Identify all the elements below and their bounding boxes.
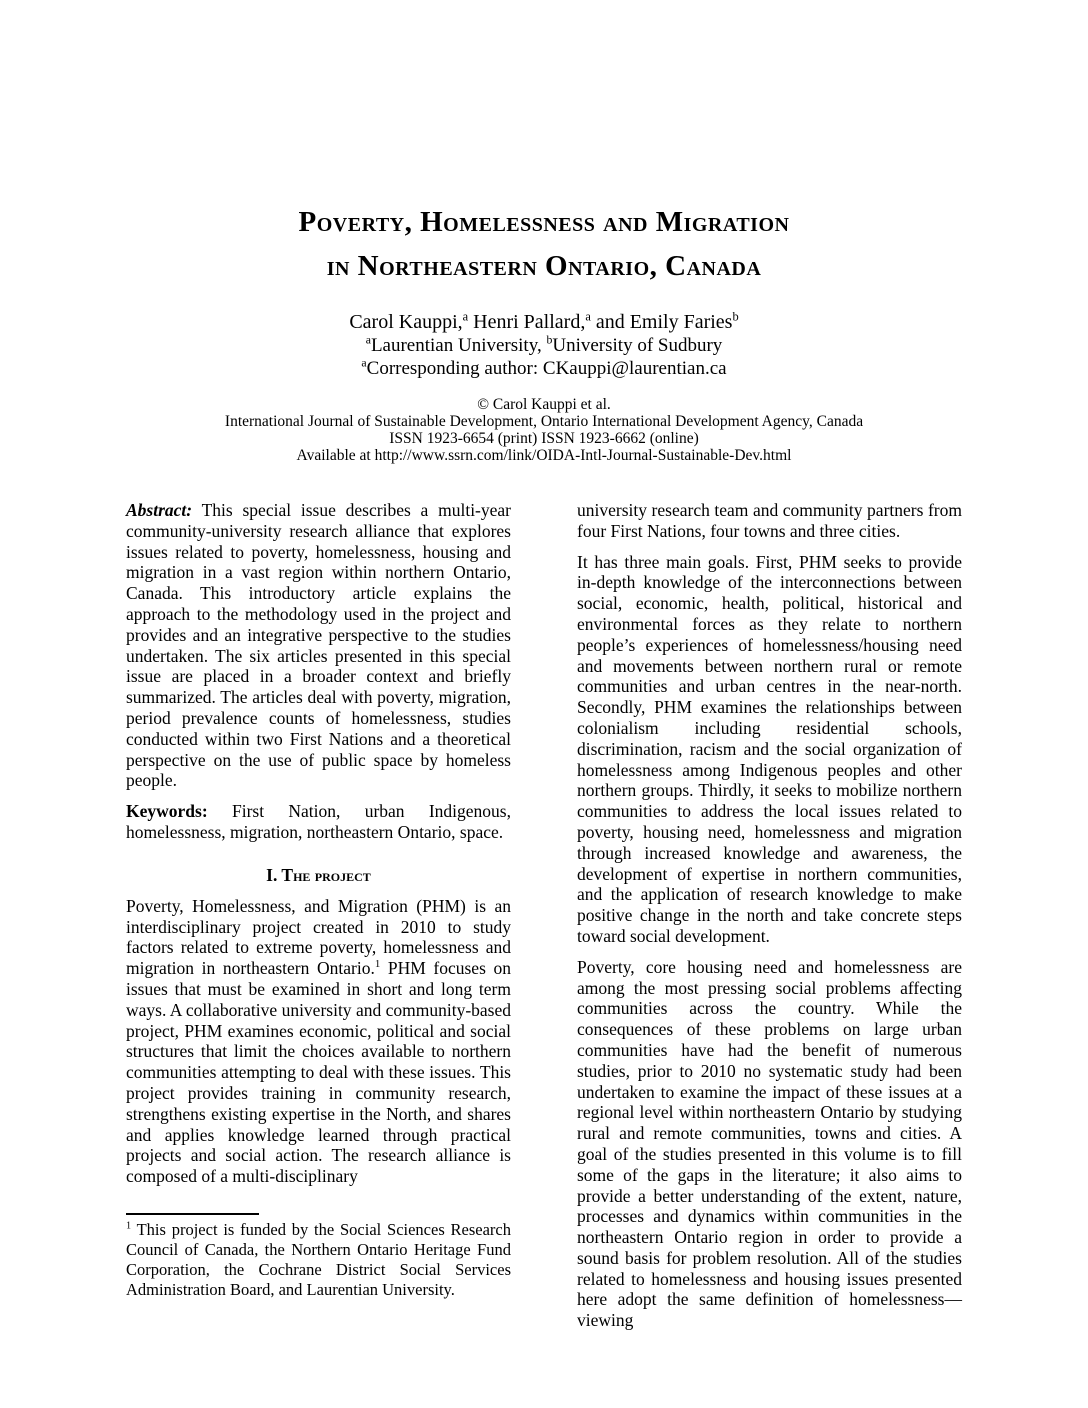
project-paragraph-1-part-b: PHM focuses on issues that must be examined in short and long term ways. A collaborative university and community-based project, PHM examines economic, political and social structures that limit the choices available to northern communities attempting to deal with these issues. This project provides training in community research, strengthens existing expertise in the North, and shares and applies knowledge learned through practical projects and social action. The research alliance is composed of a multi-disciplinary <box>126 958 511 1187</box>
corresponding-author-mark: a <box>361 356 367 370</box>
footnote-block <box>126 1213 511 1300</box>
imprint-block <box>126 396 962 464</box>
paper-title <box>126 200 962 288</box>
project-paragraph-2: It has three main goals. First, PHM seeks to provide in-depth knowledge of the interconnections between social, economic, health, political, historical and environmental forces as they relate to northern people’s experiences of homelessness/housing need and movements between northern rural or remote communities and urban centres in the near-north. Secondly, PHM examines the relationships between colonialism including residential schools, discrimination, racism and the social organization of homelessness among Indigenous peoples and other northern groups. Thirdly, it seeks to mobilize northern communities to address the local issues related to poverty, housing need, homelessness and migration through increased knowledge and awareness, the development of expertise in northern communities, and the application of research knowledge to make positive change in the north and take concrete steps toward social development. <box>577 551 962 946</box>
project-paragraph-1-part-a: Poverty, Homelessness, and Migration (PHM) is an interdisciplinary project created in 2010 to study factors related to extreme poverty, homelessness and migration in northeastern Ontario. <box>126 895 511 979</box>
affiliation-b-mark: b <box>546 333 553 347</box>
footnote-1-text: This project is funded by the Social Sciences Research Council of Canada, the Northern Ontario Heritage Fund Corporation, the Cochrane District Social Services Administration Board, and Laurentian University. <box>126 1220 511 1299</box>
footnote-rule <box>126 1213 259 1215</box>
author-3-name: and Emily Faries <box>590 311 733 333</box>
corresponding-author-line <box>126 357 962 380</box>
footnote-1-number: 1 <box>126 1220 132 1232</box>
journal-line: International Journal of Sustainable Development, Ontario International Development Agency, Canada <box>224 413 864 430</box>
author-2-name: Henri Pallard, <box>468 311 586 333</box>
abstract-paragraph <box>126 500 511 791</box>
author-1-affiliation-mark: a <box>462 309 469 324</box>
copyright-line: © Carol Kauppi et al. <box>477 396 611 413</box>
abstract-text: This special issue describes a multi-year community-university research alliance that explores issues related to poverty, homelessness, housing and migration in a vast region within northern Ontario, Canada. This introductory article explains the approach to the methodology used in the project and provides and an integrative perspective to the studies undertaken. The six articles presented in this special issue are placed in a broader context and briefly summarized. The articles deal with poverty, migration, period prevalence counts of homelessness, studies conducted within two First Nations and a theoretical perspective on the use of public space by homeless people. <box>126 500 511 791</box>
keywords-label: Keywords: <box>126 801 208 822</box>
affiliations-line <box>126 334 962 357</box>
title-line-1: Poverty, Homelessness and Migration <box>298 206 790 238</box>
affiliation-b: University of Sudbury <box>552 335 723 356</box>
footnote-1-reference-mark: 1 <box>374 958 381 971</box>
project-paragraph-1 <box>126 896 511 1187</box>
two-column-body <box>126 500 962 1331</box>
column-left <box>126 500 511 1300</box>
authors-line <box>126 310 962 334</box>
project-paragraph-1-continued: university research team and community partners from four First Nations, four towns and three cities. <box>577 500 962 541</box>
author-1-name: Carol Kauppi, <box>349 311 463 333</box>
affiliation-a: Laurentian University, <box>370 335 547 356</box>
issn-line: ISSN 1923-6654 (print) ISSN 1923-6662 (online) <box>389 430 699 447</box>
affiliation-a-mark: a <box>365 333 371 347</box>
column-right <box>577 500 962 1331</box>
keywords-text: First Nation, urban Indigenous, homelessness, migration, northeastern Ontario, space. <box>126 801 511 842</box>
corresponding-author-text: Corresponding author: CKauppi@laurentian.ca <box>366 358 727 379</box>
author-2-affiliation-mark: a <box>585 309 591 324</box>
author-3-affiliation-mark: b <box>732 309 739 324</box>
footnote-1 <box>126 1220 511 1300</box>
keywords-paragraph <box>126 801 511 843</box>
authors-block <box>126 310 962 380</box>
abstract-label: Abstract: <box>126 500 193 520</box>
availability-line: Available at http://www.ssrn.com/link/OIDA-Intl-Journal-Sustainable-Dev.html <box>296 447 792 464</box>
project-paragraph-3: Poverty, core housing need and homelessness are among the most pressing social problems affecting communities across the country. While the consequences of these problems on large urban communities have had the benefit of numerous studies, prior to 2010 no systematic study had been undertaken to examine the impact of these issues at a regional level within northeastern Ontario by studying rural and remote communities, towns and cities. A goal of the studies presented in this volume is to fill some of the gaps in the literature; it also aims to provide a better understanding of the extent, nature, processes and dynamics within communities in the northeastern Ontario region in order to provide a sound basis for problem resolution. All of the studies related to homelessness and housing issues presented here adopt the same definition of homelessness—viewing <box>577 956 962 1331</box>
section-heading-the-project: I. The project <box>266 864 371 885</box>
title-line-2: in Northeastern Ontario, Canada <box>326 250 762 282</box>
